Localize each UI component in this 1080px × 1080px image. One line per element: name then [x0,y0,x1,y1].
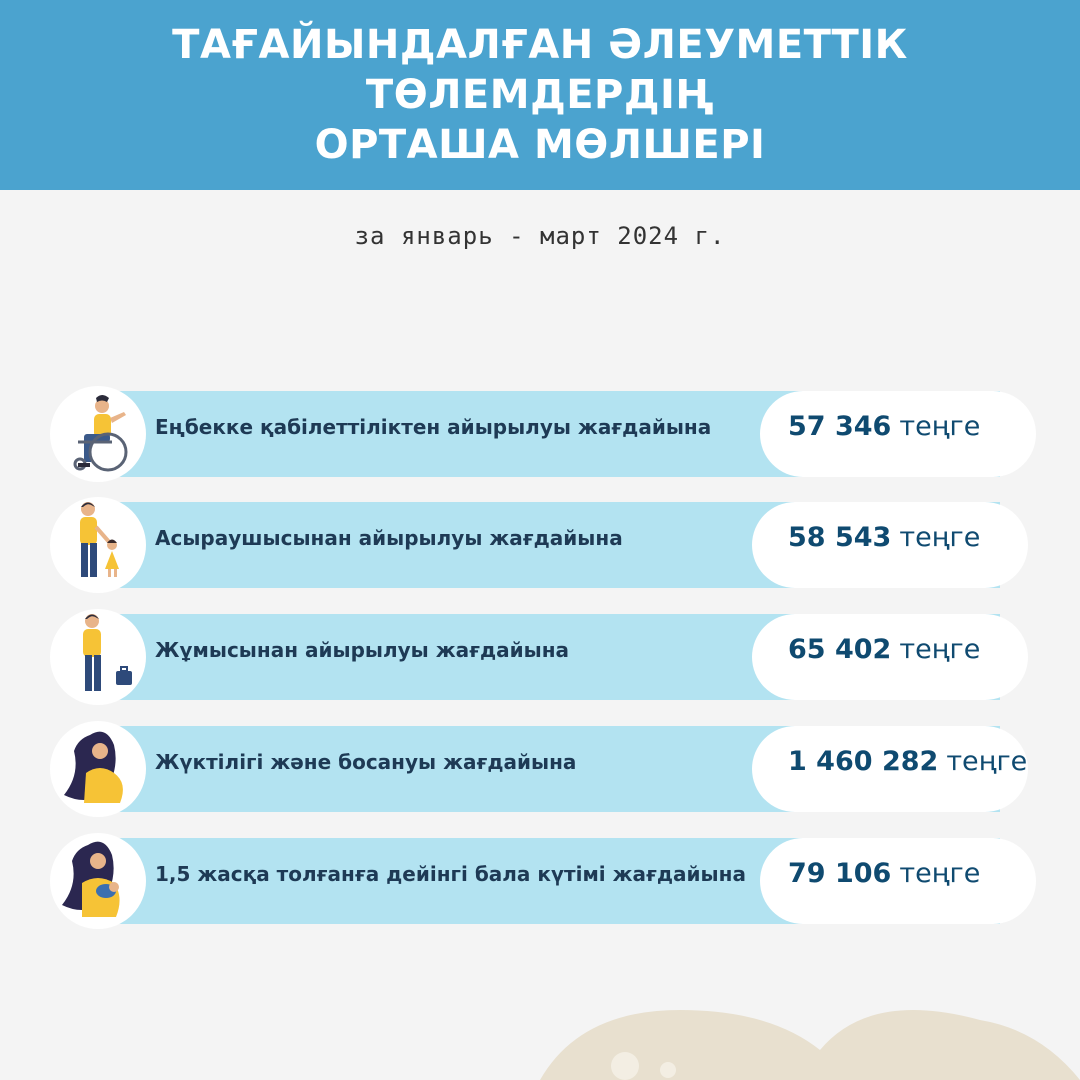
page-title-line-2: ОРТАША МӨЛШЕРІ [314,122,766,168]
row-label: Жұмысынан айырылуы жағдайына [155,638,570,662]
amount-currency: теңге [899,634,981,665]
list-item [0,606,1080,706]
row-label: Асыраушысынан айырылуы жағдайына [155,526,623,550]
amount-currency: теңге [899,411,981,442]
unemployed-person-icon [50,609,146,705]
row-label: Жүктілігі және босануы жағдайына [155,750,577,774]
amount-number: 58 543 [788,522,892,553]
amount-number: 79 106 [788,858,892,889]
amount-value [788,411,980,442]
amount-number: 57 346 [788,411,892,442]
pregnant-woman-icon [50,721,146,817]
amount-number: 1 460 282 [788,746,939,777]
amount-value [788,634,980,665]
amount-value [788,746,1027,777]
amount-currency: теңге [899,858,981,889]
list-item [0,718,1080,818]
amount-currency: теңге [899,522,981,553]
row-label: 1,5 жасқа толғанға дейінгі бала күтімі жағдайына [155,862,746,886]
mother-with-baby-icon [50,833,146,929]
period-subtitle: за январь - март 2024 г. [354,222,726,250]
amount-number: 65 402 [788,634,892,665]
wheelchair-person-icon [50,386,146,482]
amount-currency: теңге [946,746,1028,777]
amount-value [788,858,980,889]
amount-value [788,522,980,553]
father-and-child-icon [50,497,146,593]
page-title-line-1: ТАҒАЙЫНДАЛҒАН ӘЛЕУМЕТТІК ТӨЛЕМДЕРДІҢ [172,22,908,118]
list-item [0,383,1080,483]
list-item [0,494,1080,594]
list-item [0,830,1080,930]
row-label: Еңбекке қабілеттіліктен айырылуы жағдайына [155,415,712,439]
